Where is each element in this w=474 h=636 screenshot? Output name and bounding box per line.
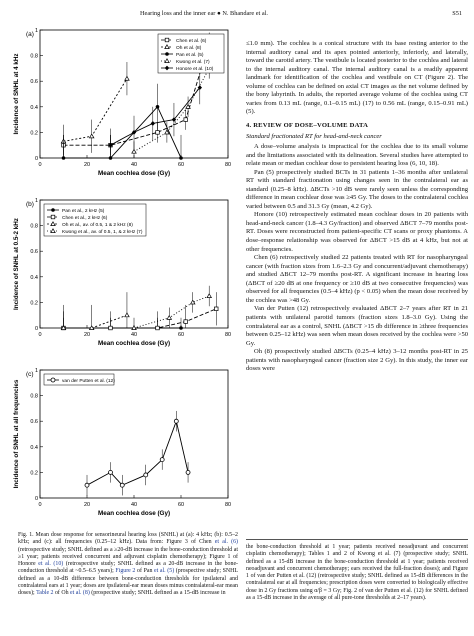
- y-tick-label: 0.2: [30, 470, 38, 477]
- series-2: [61, 292, 129, 329]
- y-tick-label: 0.2: [30, 300, 38, 307]
- series-line: [64, 309, 217, 328]
- data-point: [51, 378, 55, 382]
- x-axis-label: Mean cochlea dose (Gy): [97, 170, 171, 177]
- data-point: [184, 118, 188, 122]
- y-axis-label: Incidence of SNHL at 0.5-2 kHz: [13, 218, 20, 310]
- series-3: [132, 286, 212, 330]
- y-tick-label: 1: [34, 368, 38, 374]
- legend-entry: Pan et al. (5): [176, 52, 204, 58]
- ref-link[interactable]: et al. (6): [214, 539, 238, 546]
- figure-1: [0, 24, 240, 549]
- journal-running-title: Hearing loss and the inner ear ● N. Bhandare et al.: [140, 10, 268, 17]
- legend: [44, 204, 146, 236]
- chart-panel-1: [13, 198, 231, 347]
- ref-link[interactable]: et al. (8): [70, 590, 90, 597]
- legend-entry: Honore et al. (10): [176, 66, 214, 72]
- x-tick-label: 60: [177, 332, 185, 338]
- data-point: [51, 215, 55, 219]
- legend-entry: Kwong et al. (7): [176, 59, 210, 65]
- paragraph: Pan (5) prospectively studied BCTs in 31 patients 1–36 months after unilateral RT with standard fractionation using changes seen in the contralateral ear as standard (0.25–8 kHz). ΔBCTs >10 dB were rarely seen unless the corresponding difference in mean cochlear dose was ≥45 Gy. The doses to the contralateral cochlea varied between 0.5 and 31.3 Gy (mean, 4.2 Gy).: [246, 168, 468, 210]
- y-tick-label: 0.4: [30, 104, 38, 111]
- x-tick-label: 20: [83, 162, 91, 168]
- data-point: [186, 470, 190, 474]
- page-number: S51: [452, 10, 462, 17]
- series-line: [64, 79, 127, 142]
- series-1: [62, 292, 218, 330]
- y-tick-label: 0.6: [30, 419, 38, 426]
- caption-continuation: the bone-conduction threshold at 1 year; patients received neoadjuvant and concurrent cisplatin chemotherapy); Tables 1 and 2 of Kwong et al. (7) (prospective study; SNHL defined as a 15-dB increase in the bone-conduction threshold at 1 year; patients received neoadjuvant and concurrent chemotherapy; ears received the full-fraction doses); and Figure 1 of van der Putten et al. (12) (retrospective study; SNHL defined as 15-dB differences in the contralateral ear at all frequencies; prescription doses were converted to biologically effective dose in 2 Gy fractions using α/β = 3 Gy; Fig. 2 of van der Putten et al. (12) for SNHL defined as a 15-dB increase in the average of all pure-tone thresholds at 2–17 years).: [246, 544, 468, 602]
- right-column: [246, 40, 468, 374]
- data-point: [156, 326, 160, 330]
- data-point: [109, 326, 113, 330]
- paragraph: A dose–volume analysis is impractical for the cochlea due to its small volume and the limitations associated with its delineation. Several studies have attempted to relate mean or median cochlear dose to persistent hearing loss (6, 10, 18).: [246, 143, 468, 168]
- x-tick-label: 40: [130, 502, 138, 508]
- data-point: [179, 326, 183, 330]
- y-axis-label: Incidence of SNHL at all frequencies: [13, 379, 20, 489]
- series-0: [85, 411, 190, 495]
- paragraph: Honore (10) retrospectively estimated mean cochlear doses in 20 patients with head-and-neck cancer (1.8–4.3 Gy/fraction) and observed ΔBCT 7–79 months post-RT. Doses were reconstructed from patient-specific CT scans or proxy phantoms. A dose–response relationship was observed for ΔBCT >15 dB at 4 kHz, but not at other frequencies.: [246, 211, 468, 253]
- data-point: [125, 313, 129, 317]
- series-line: [134, 296, 209, 328]
- paragraph: Oh (8) prospectively studied ΔBCTs (0.25–4 kHz) 3–12 months post-RT in 25 patients with nasopharyngeal cancer (fraction size 2 Gy). In this study, the inner ear doses were: [246, 348, 468, 373]
- section-heading: 4. REVIEW OF DOSE–VOLUME DATA: [246, 121, 369, 129]
- legend-entry: Pan et al., 2 kHz (5): [62, 208, 105, 214]
- ref-link[interactable]: et al. (5): [154, 568, 175, 575]
- legend: [44, 374, 115, 385]
- paragraph: Chen (6) retrospectively studied 22 patients treated with RT for nasopharyngeal cancer (with fraction sizes from 1.6–2.3 Gy and concurrent/adjuvant chemotherapy) and studied ΔBCT 12–79 months post-RT. A significant increase in hearing loss (ΔBCT of ≥20 dB at one frequency or ≥10 dB at two consecutive frequencies) was observed for all frequencies (0.5–4 kHz) (p < 0.05) when the mean dose received by the cochlea was >48 Gy.: [246, 254, 468, 304]
- panel-label: (a): [26, 31, 34, 38]
- y-tick-label: 1: [34, 198, 38, 204]
- plot-frame: [40, 370, 228, 498]
- y-tick-label: 0: [34, 156, 38, 162]
- figure-caption: Fig. 1. Mean dose response for sensorineural hearing loss (SNHL) at (a): 4 kHz; (b): 0.5–2 kHz; and (c): all frequencies (0.25–12 kHz). Data from: Figure 3 of Chen et al. (6) (retrospective study; SNHL defined as a ≥20-dB increase in the bone-conduction threshold at ≥1 year; patients received concurrent and adjuvant cisplatin chemotherapy); Figure 1 of Honore et al. (10) (retrospective study; SNHL defined as a 20-dB increase in the bone-conduction threshold at ~0.5–6.5 years); Figure 2 of Pan et al. (5) (prospective study; SNHL defined as a 10-dB difference between bone-conduction thresholds for ipsilateral and contralateral ears at 1 year; doses are ipsilateral-ear mean doses minus contralateral-ear mean doses); Table 2 of Oh et al. (8) (prospective study; SNHL defined as a 15-dB increase in: [18, 532, 239, 597]
- running-header: [0, 10, 474, 22]
- x-tick-label: 0: [38, 162, 42, 168]
- x-tick-label: 20: [83, 502, 91, 508]
- legend-entry: van der Putten et al. (12): [62, 378, 115, 384]
- y-tick-label: 1: [34, 28, 38, 34]
- y-tick-label: 0: [34, 496, 38, 502]
- x-tick-label: 80: [224, 502, 232, 508]
- legend: [158, 34, 224, 73]
- legend-entry: Oh et al. (8): [176, 45, 202, 51]
- data-point: [165, 38, 169, 42]
- data-point: [179, 156, 183, 160]
- x-tick-label: 80: [224, 162, 232, 168]
- y-tick-label: 0.4: [30, 274, 38, 281]
- x-tick-label: 0: [38, 332, 42, 338]
- series-line: [134, 68, 209, 151]
- data-point: [151, 121, 155, 126]
- x-tick-label: 60: [177, 162, 185, 168]
- chart-panel-0: [13, 28, 231, 177]
- y-axis-label: Incidence of SNHL at 4 kHz: [13, 53, 20, 135]
- y-tick-label: 0: [34, 326, 38, 332]
- x-tick-label: 0: [38, 502, 42, 508]
- x-tick-label: 20: [83, 332, 91, 338]
- y-tick-label: 0.8: [30, 393, 38, 400]
- series-line: [64, 315, 127, 328]
- x-tick-label: 40: [130, 162, 138, 168]
- paragraph: ≤1.0 mm). The cochlea is a conical structure with its base resting anterior to the internal auditory canal and its apex pointed anteriorly, inferiorly, and laterally, toward the carotid artery. The vestibule is located posterior to the cochlea and lateral to the internal auditory canal. The internal auditory canal is a readily apparent landmark for identification of the cochlea and vestibule on CT (Figure 2). The volume of cochlea can be defined on axial CT images as the net volume defined by the bony labyrinth. In adults, the reported average volume of the cochlea using CT varies from 0.13 mL (range, 0.1–0.15 mL) (17) to 0.56 mL (range, 0.15–0.91 mL) (5).: [246, 40, 468, 116]
- data-point: [207, 294, 211, 298]
- series-line: [87, 421, 188, 485]
- data-point: [132, 149, 136, 153]
- x-tick-label: 80: [224, 332, 232, 338]
- chart-panel-2: [13, 368, 231, 517]
- data-point: [125, 76, 129, 80]
- data-point: [214, 307, 218, 311]
- legend-entry: Chen et al., 2 kHz (6): [62, 215, 108, 221]
- subsection-heading: Standard fractionated RT for head-and-neck cancer: [246, 133, 382, 141]
- x-tick-label: 60: [177, 502, 185, 508]
- ref-link[interactable]: et al. (10): [38, 561, 64, 568]
- y-tick-label: 0.8: [30, 223, 38, 230]
- data-point: [167, 316, 171, 320]
- x-axis-label: Mean cochlea dose (Gy): [97, 510, 171, 517]
- figure-link[interactable]: Figure 2: [115, 568, 136, 575]
- data-point: [184, 320, 188, 324]
- data-point: [156, 105, 160, 109]
- data-point: [109, 470, 113, 474]
- data-point: [51, 208, 55, 212]
- table-link[interactable]: Table 2: [36, 590, 54, 597]
- paragraph: Van der Putten (12) retrospectively evaluated ΔBCT 2–7 years after RT in 21 patients with unilateral parotid tumors (fraction sizes 1.8–3.0 Gy). Using the contralateral ear as a control, SNHL (ΔBCT >15 db difference in ≥three frequencies between 0.25–12 kHz) was seen when mean doses received by the cochlea were >50 Gy.: [246, 305, 468, 347]
- series-2: [62, 84, 183, 160]
- data-point: [156, 131, 160, 135]
- data-point: [160, 458, 164, 462]
- y-tick-label: 0.4: [30, 444, 38, 451]
- data-point: [85, 483, 89, 487]
- series-line: [64, 107, 182, 158]
- legend-entry: Oh et al., av. of 0.5, 1 & 2 kHz (8): [62, 222, 133, 228]
- y-tick-label: 0.6: [30, 79, 38, 86]
- x-tick-label: 40: [130, 332, 138, 338]
- data-point: [165, 52, 169, 56]
- data-point: [120, 483, 124, 487]
- y-tick-label: 0.6: [30, 249, 38, 256]
- panel-label: (b): [26, 201, 34, 208]
- x-axis-label: Mean cochlea dose (Gy): [97, 340, 171, 347]
- y-tick-label: 0.8: [30, 53, 38, 60]
- author-line: N. Bhandare et al.: [222, 10, 268, 17]
- panel-label: (c): [26, 371, 34, 378]
- data-point: [174, 419, 178, 423]
- series-1: [61, 62, 129, 158]
- data-point: [144, 473, 148, 477]
- legend-entry: Chen et al. (6): [176, 38, 207, 44]
- data-point: [62, 156, 66, 160]
- y-tick-label: 0.2: [30, 130, 38, 137]
- legend-entry: Kwong et al., av. of 0.5, 1, & 2 kHz (7): [62, 229, 143, 235]
- data-point: [90, 134, 94, 138]
- footnote-rule: [246, 539, 468, 540]
